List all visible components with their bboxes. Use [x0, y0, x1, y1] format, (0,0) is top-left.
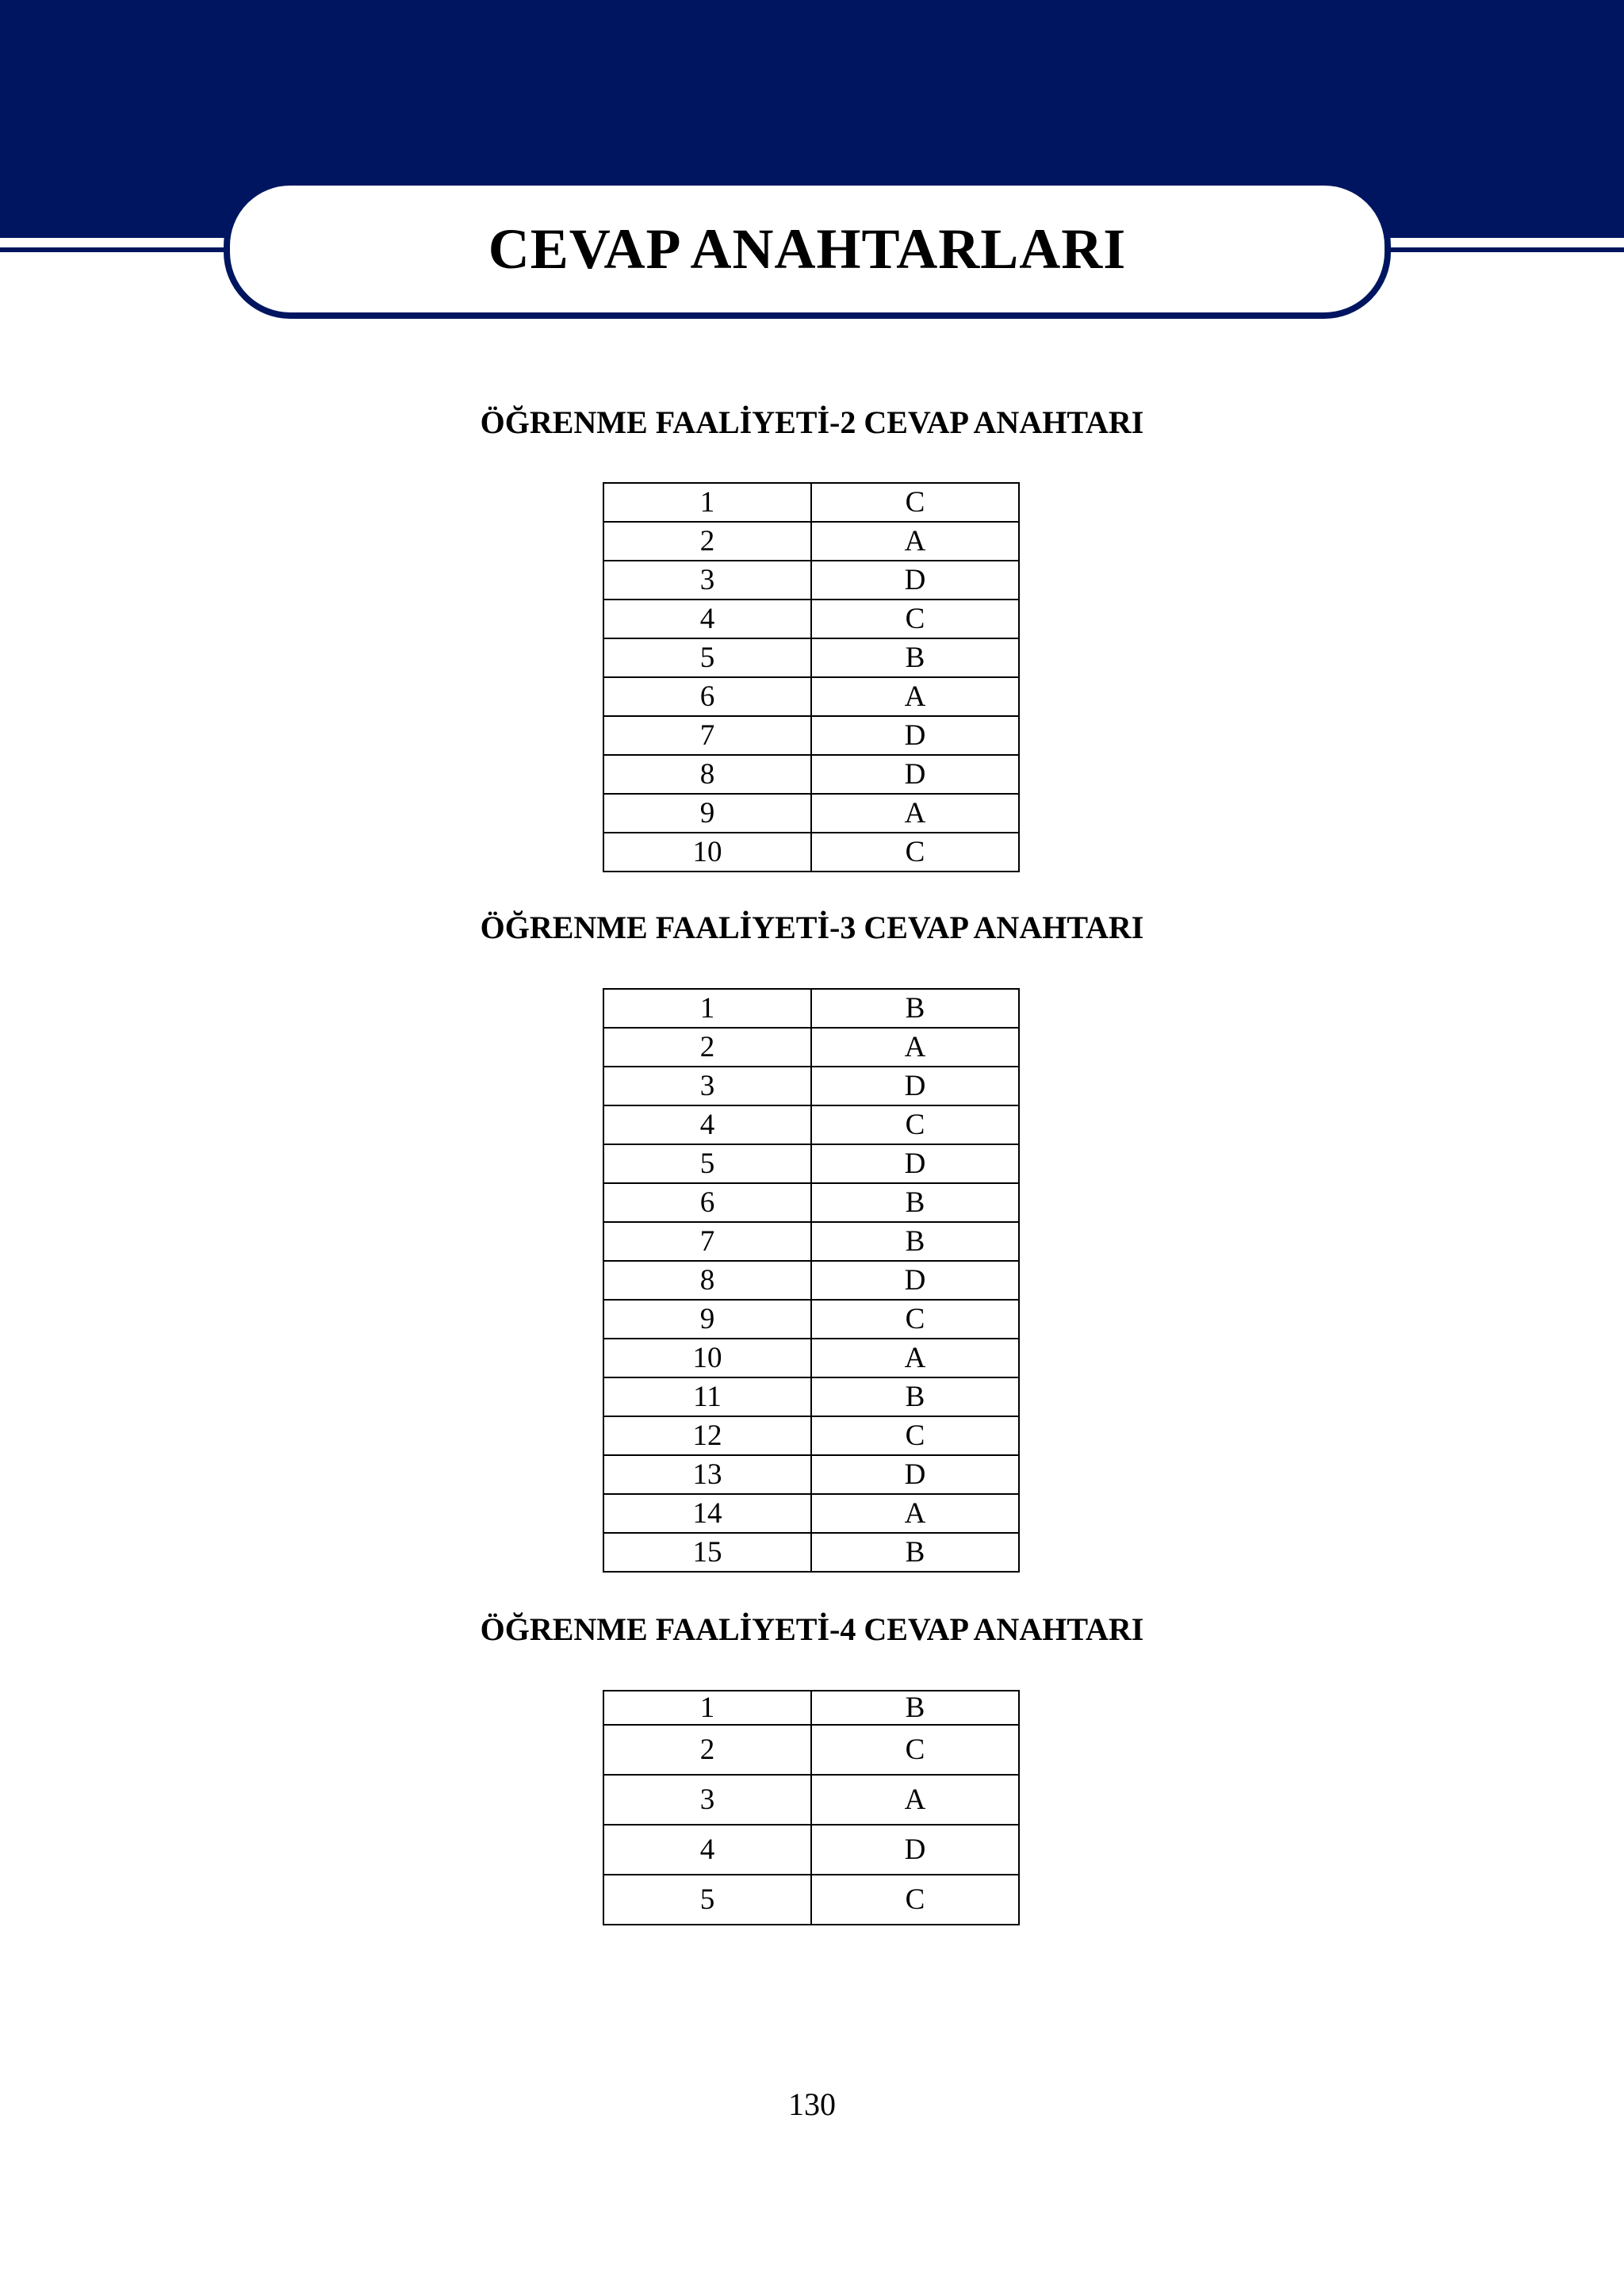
question-number: 5: [603, 638, 811, 677]
answer-letter: A: [811, 794, 1019, 833]
table-row: [603, 638, 1019, 677]
question-number: 10: [603, 1339, 811, 1377]
answer-letter: C: [811, 483, 1019, 522]
question-number: 6: [603, 1183, 811, 1222]
answer-letter: B: [811, 1183, 1019, 1222]
question-number: 3: [603, 561, 811, 600]
table-row: [603, 483, 1019, 522]
table-row: [603, 1494, 1019, 1533]
answer-letter: B: [811, 1377, 1019, 1416]
answer-letter: C: [811, 1416, 1019, 1455]
table-row: [603, 522, 1019, 561]
question-number: 7: [603, 716, 811, 755]
table-row: [603, 1028, 1019, 1067]
table-row: [603, 1875, 1019, 1925]
table-row: [603, 1222, 1019, 1261]
answer-key-table-activity-3: [603, 988, 1020, 1573]
table-row: [603, 561, 1019, 600]
table-row: [603, 1300, 1019, 1339]
answer-letter: A: [811, 1339, 1019, 1377]
question-number: 3: [603, 1775, 811, 1825]
answer-letter: D: [811, 1261, 1019, 1300]
answer-letter: B: [811, 638, 1019, 677]
answer-key-table-activity-4: [603, 1690, 1020, 1925]
section-heading-activity-4: ÖĞRENME FAALİYETİ-4 CEVAP ANAHTARI: [480, 1611, 1144, 1647]
header-stripe-right-bottom: [1385, 247, 1624, 252]
table-row: [603, 1416, 1019, 1455]
table-row: [603, 1144, 1019, 1183]
answer-letter: A: [811, 522, 1019, 561]
table-row: [603, 1533, 1019, 1572]
question-number: 2: [603, 522, 811, 561]
question-number: 15: [603, 1533, 811, 1572]
page-number: 130: [788, 2086, 836, 2122]
page-title: CEVAP ANAHTARLARI: [488, 216, 1127, 281]
table-row: [603, 1261, 1019, 1300]
header-stripe-right-top: [1385, 238, 1624, 243]
answer-letter: C: [811, 600, 1019, 638]
section-heading-activity-3: ÖĞRENME FAALİYETİ-3 CEVAP ANAHTARI: [480, 910, 1144, 945]
section-heading-activity-2: ÖĞRENME FAALİYETİ-2 CEVAP ANAHTARI: [480, 404, 1144, 440]
question-number: 3: [603, 1067, 811, 1105]
answer-letter: D: [811, 716, 1019, 755]
table-row: [603, 600, 1019, 638]
table-row: [603, 1691, 1019, 1725]
question-number: 6: [603, 677, 811, 716]
question-number: 4: [603, 600, 811, 638]
answer-letter: B: [811, 1691, 1019, 1725]
answer-letter: C: [811, 1875, 1019, 1925]
table-row: [603, 716, 1019, 755]
question-number: 11: [603, 1377, 811, 1416]
answer-letter: B: [811, 1533, 1019, 1572]
answer-letter: A: [811, 1028, 1019, 1067]
question-number: 1: [603, 989, 811, 1028]
table-row: [603, 1339, 1019, 1377]
table-row: [603, 989, 1019, 1028]
answer-letter: B: [811, 1222, 1019, 1261]
header-stripe-left-top: [0, 238, 230, 243]
answer-letter: D: [811, 1144, 1019, 1183]
question-number: 9: [603, 794, 811, 833]
question-number: 9: [603, 1300, 811, 1339]
answer-letter: D: [811, 1825, 1019, 1875]
answer-letter: A: [811, 1775, 1019, 1825]
answer-letter: B: [811, 989, 1019, 1028]
question-number: 12: [603, 1416, 811, 1455]
header-stripe-left-bottom: [0, 247, 230, 252]
question-number: 8: [603, 1261, 811, 1300]
table-row: [603, 794, 1019, 833]
question-number: 14: [603, 1494, 811, 1533]
question-number: 1: [603, 1691, 811, 1725]
answer-letter: D: [811, 755, 1019, 794]
table-row: [603, 1105, 1019, 1144]
question-number: 13: [603, 1455, 811, 1494]
table-row: [603, 1183, 1019, 1222]
question-number: 1: [603, 483, 811, 522]
question-number: 10: [603, 833, 811, 872]
table-row: [603, 1067, 1019, 1105]
table-row: [603, 833, 1019, 872]
question-number: 2: [603, 1725, 811, 1775]
table-row: [603, 1455, 1019, 1494]
answer-letter: C: [811, 1105, 1019, 1144]
question-number: 2: [603, 1028, 811, 1067]
question-number: 5: [603, 1875, 811, 1925]
answer-letter: A: [811, 1494, 1019, 1533]
table-row: [603, 1377, 1019, 1416]
answer-letter: C: [811, 833, 1019, 872]
answer-letter: D: [811, 561, 1019, 600]
answer-letter: A: [811, 677, 1019, 716]
question-number: 4: [603, 1105, 811, 1144]
answer-letter: D: [811, 1067, 1019, 1105]
question-number: 7: [603, 1222, 811, 1261]
table-row: [603, 1725, 1019, 1775]
answer-letter: D: [811, 1455, 1019, 1494]
question-number: 8: [603, 755, 811, 794]
table-row: [603, 1825, 1019, 1875]
answer-key-table-activity-2: [603, 482, 1020, 872]
answer-letter: C: [811, 1300, 1019, 1339]
question-number: 5: [603, 1144, 811, 1183]
page-title-banner: [224, 179, 1391, 319]
table-row: [603, 1775, 1019, 1825]
question-number: 4: [603, 1825, 811, 1875]
table-row: [603, 755, 1019, 794]
answer-letter: C: [811, 1725, 1019, 1775]
table-row: [603, 677, 1019, 716]
